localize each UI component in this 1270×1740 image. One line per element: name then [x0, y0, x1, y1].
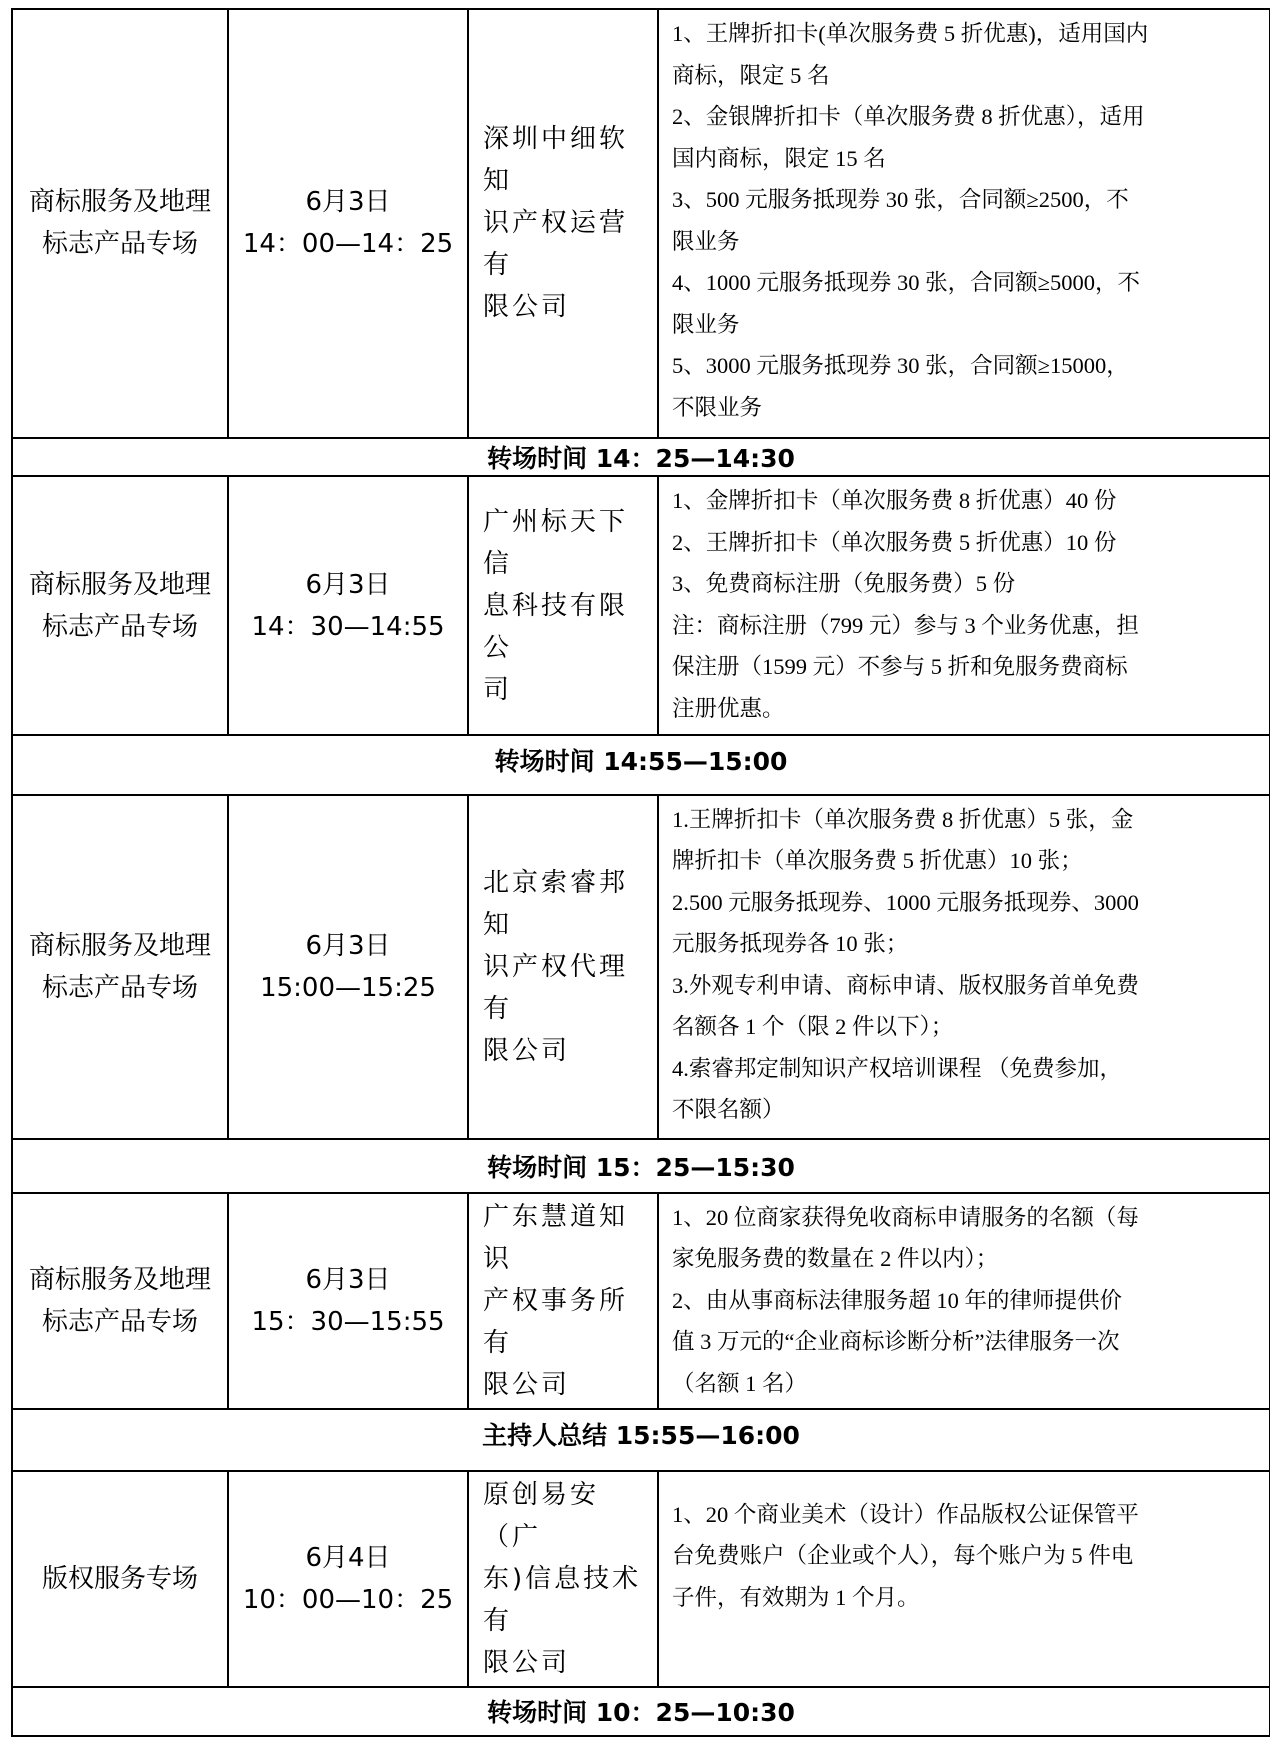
session-row [12, 795, 1270, 1139]
session-time: 15：30—15:55 [251, 1307, 445, 1337]
break-time: 转场时间 15：25—15:30 [12, 1139, 1270, 1193]
session-time: 15:00—15:25 [260, 972, 436, 1003]
session-date: 6月3日 [305, 1265, 391, 1295]
session-time: 10：00—10：25 [242, 1584, 454, 1615]
break-row [12, 1139, 1270, 1193]
session-datetime [228, 795, 468, 1139]
session-category: 商标服务及地理 标志产品专场 [12, 9, 228, 438]
company-name: 北京索睿邦知 识产权代理有 限公司 [468, 795, 658, 1139]
session-category: 版权服务专场 [12, 1471, 228, 1687]
offer-details: 1、20 个商业美术（设计）作品版权公证保管平 台免费账户（企业或个人），每个账户为 5 件电 子件，有效期为 1 个月。 [658, 1471, 1270, 1687]
session-datetime [228, 1471, 468, 1687]
session-datetime [228, 9, 468, 438]
break-row [12, 1687, 1270, 1736]
session-category: 商标服务及地理 标志产品专场 [12, 476, 228, 735]
offer-details: 1.王牌折扣卡（单次服务费 8 折优惠）5 张，金 牌折扣卡（单次服务费 5 折优惠）10 张； 2.500 元服务抵现券、1000 元服务抵现券、3000 元服务抵现券各 10 张； 3.外观专利申请、商标申请、版权服务首单免费 名额各 1 个（限 2 件以下）； 4.索睿邦定制知识产权培训课程 （免费参加， 不限名额） [658, 795, 1270, 1139]
break-row [12, 1409, 1270, 1470]
company-name: 深圳中细软知 识产权运营有 限公司 [468, 9, 658, 438]
break-time: 转场时间 14:55—15:00 [12, 735, 1270, 794]
break-time: 主持人总结 15:55—16:00 [12, 1409, 1270, 1470]
break-row [12, 735, 1270, 794]
session-row [12, 9, 1270, 438]
session-time: 14：00—14：25 [242, 229, 454, 260]
offer-details: 1、20 位商家获得免收商标申请服务的名额（每 家免服务费的数量在 2 件以内）； 2、由从事商标法律服务超 10 年的律师提供价 值 3 万元的“企业商标诊断分析”法律服务一次 （名额 1 名） [658, 1193, 1270, 1410]
session-datetime [228, 1193, 468, 1410]
session-date: 6月3日 [305, 187, 391, 218]
session-date: 6月3日 [305, 930, 391, 961]
break-row [12, 438, 1270, 477]
session-date: 6月3日 [305, 569, 391, 600]
session-date: 6月4日 [305, 1542, 391, 1573]
session-time: 14：30—14:55 [251, 611, 445, 642]
company-name: 广州标天下信 息科技有限公 司 [468, 476, 658, 735]
company-name: 广东慧道知识 产权事务所有 限公司 [468, 1193, 658, 1410]
session-row [12, 476, 1270, 735]
session-row [12, 1193, 1270, 1410]
offer-details: 1、王牌折扣卡(单次服务费 5 折优惠)，适用国内 商标，限定 5 名 2、金银牌折扣卡（单次服务费 8 折优惠），适用 国内商标，限定 15 名 3、500 元服务抵现券 30 张，合同额≥2500，不 限业务 4、1000 元服务抵现券 30 张，合同额≥5000，不 限业务 5、3000 元服务抵现券 30 张，合同额≥15000， 不限业务 [658, 9, 1270, 438]
session-category: 商标服务及地理 标志产品专场 [12, 1193, 228, 1410]
break-time: 转场时间 14：25—14:30 [12, 438, 1270, 477]
break-time: 转场时间 10：25—10:30 [12, 1687, 1270, 1736]
session-category: 商标服务及地理 标志产品专场 [12, 795, 228, 1139]
session-row [12, 1471, 1270, 1687]
company-name: 原创易安（广 东)信息技术有 限公司 [468, 1471, 658, 1687]
session-datetime [228, 476, 468, 735]
schedule-table [11, 8, 1270, 1737]
offer-details: 1、金牌折扣卡（单次服务费 8 折优惠）40 份 2、王牌折扣卡（单次服务费 5 折优惠）10 份 3、免费商标注册（免服务费）5 份 注：商标注册（799 元）参与 3 个业务优惠，担 保注册（1599 元）不参与 5 折和免服务费商标 注册优惠。 [658, 476, 1270, 735]
